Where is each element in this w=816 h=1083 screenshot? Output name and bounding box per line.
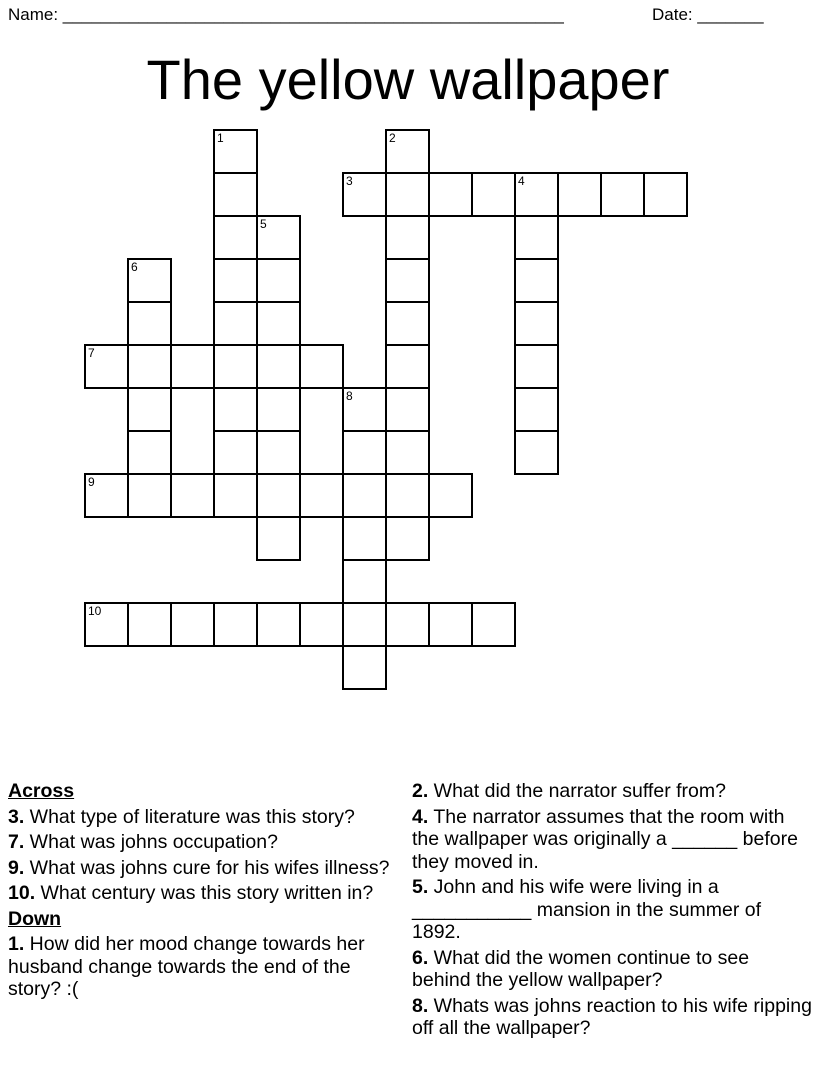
clue-across-7 [8,831,403,854]
clue-text: What was johns cure for his wifes illness? [24,856,390,879]
clue-text: The narrator assumes that the room with the wallpaper was originally a ______ before they moved in. [412,805,798,873]
grid-cell[interactable] [514,344,559,389]
grid-cell[interactable] [342,645,387,690]
grid-cell[interactable] [127,344,172,389]
clue-number: 8. [412,994,429,1017]
grid-cell[interactable] [385,129,430,174]
clue-text: What did the narrator suffer from? [428,780,726,802]
grid-cell[interactable] [213,430,258,475]
grid-cell[interactable] [299,473,344,518]
grid-cell[interactable] [213,258,258,303]
grid-cell[interactable] [256,258,301,303]
grid-cell[interactable] [471,602,516,647]
grid-cell[interactable] [213,172,258,217]
grid-cell[interactable] [256,516,301,561]
grid-cell[interactable] [213,215,258,260]
grid-cell[interactable] [127,430,172,475]
grid-cell[interactable] [127,301,172,346]
clue-down-4 [412,806,812,874]
grid-cell[interactable] [385,344,430,389]
clue-across-10 [8,882,403,905]
clue-across-9 [8,857,403,880]
clue-number-label: 3 [346,174,353,188]
grid-cell[interactable] [84,344,129,389]
grid-cell[interactable] [213,473,258,518]
grid-cell[interactable] [385,430,430,475]
clue-number-label: 9 [88,475,95,489]
clue-number-label: 2 [389,131,396,145]
grid-cell[interactable] [385,258,430,303]
grid-cell[interactable] [170,473,215,518]
grid-cell[interactable] [213,602,258,647]
grid-cell[interactable] [514,172,559,217]
grid-cell[interactable] [213,301,258,346]
grid-cell[interactable] [213,129,258,174]
clues-column-left [8,780,403,1004]
clue-down-2 [412,780,812,803]
grid-cell[interactable] [385,172,430,217]
date-field-label: Date: _______ [652,5,764,24]
clue-number: 4. [412,805,429,828]
clue-text: What did the women continue to see behind the yellow wallpaper? [412,946,750,991]
grid-cell[interactable] [170,344,215,389]
clue-number: 2. [412,780,429,802]
clue-number: 5. [412,876,429,898]
grid-cell[interactable] [514,215,559,260]
grid-cell[interactable] [514,387,559,432]
across-heading: Across [8,780,75,802]
grid-cell[interactable] [385,602,430,647]
clue-number-label: 10 [88,604,102,618]
name-field-label: Name: _____________________________________________________ [8,5,564,24]
grid-cell[interactable] [342,430,387,475]
grid-cell[interactable] [428,602,473,647]
grid-cell[interactable] [600,172,645,217]
grid-cell[interactable] [643,172,688,217]
grid-cell[interactable] [127,602,172,647]
grid-cell[interactable] [342,516,387,561]
clue-number: 3. [8,805,25,828]
grid-cell[interactable] [342,172,387,217]
grid-cell[interactable] [385,387,430,432]
clue-text: John and his wife were living in a ___________ mansion in the summer of 1892. [412,876,762,943]
clue-number: 10. [8,882,36,904]
clue-down-8 [412,995,812,1040]
clue-number-label: 1 [217,131,224,145]
clues-column-right [412,780,812,1043]
clue-text: How did her mood change towards her husband change towards the end of the story? :( [8,933,365,1000]
clue-text: What type of literature was this story? [24,805,355,828]
grid-cell[interactable] [299,344,344,389]
grid-cell[interactable] [385,473,430,518]
clue-text: Whats was johns reaction to his wife ripping off all the wallpaper? [412,994,812,1039]
clue-number-label: 7 [88,346,95,360]
grid-cell[interactable] [213,387,258,432]
puzzle-title: The yellow wallpaper [146,48,670,111]
grid-cell[interactable] [428,473,473,518]
clue-number-label: 4 [518,174,525,188]
grid-cell[interactable] [385,215,430,260]
clue-down-5 [412,876,812,944]
clue-down-1 [8,933,403,1001]
grid-cell[interactable] [342,387,387,432]
clue-text: What was johns occupation? [24,831,278,853]
grid-cell[interactable] [342,559,387,604]
clue-across-3 [8,806,403,829]
clue-number-label: 5 [260,217,267,231]
clue-number: 6. [412,946,429,969]
grid-cell[interactable] [428,172,473,217]
grid-cell[interactable] [557,172,602,217]
grid-cell[interactable] [256,430,301,475]
grid-cell[interactable] [84,602,129,647]
grid-cell[interactable] [256,473,301,518]
grid-cell[interactable] [84,473,129,518]
grid-cell[interactable] [385,516,430,561]
grid-cell[interactable] [127,258,172,303]
clue-number: 7. [8,831,25,853]
grid-cell[interactable] [170,602,215,647]
grid-cell[interactable] [342,473,387,518]
grid-cell[interactable] [514,301,559,346]
clue-number-label: 8 [346,389,353,403]
down-heading: Down [8,907,62,930]
grid-cell[interactable] [256,301,301,346]
grid-cell[interactable] [256,215,301,260]
grid-cell[interactable] [514,430,559,475]
clue-down-6 [412,947,812,992]
grid-cell[interactable] [213,344,258,389]
grid-cell[interactable] [256,387,301,432]
clue-number: 9. [8,856,25,879]
clue-number: 1. [8,933,25,955]
grid-cell[interactable] [471,172,516,217]
grid-cell[interactable] [256,602,301,647]
grid-cell[interactable] [385,301,430,346]
grid-cell[interactable] [256,344,301,389]
grid-cell[interactable] [514,258,559,303]
grid-cell[interactable] [299,602,344,647]
clue-text: What century was this story written in? [35,882,374,904]
grid-cell[interactable] [342,602,387,647]
clue-number-label: 6 [131,260,138,274]
grid-cell[interactable] [127,387,172,432]
grid-cell[interactable] [127,473,172,518]
